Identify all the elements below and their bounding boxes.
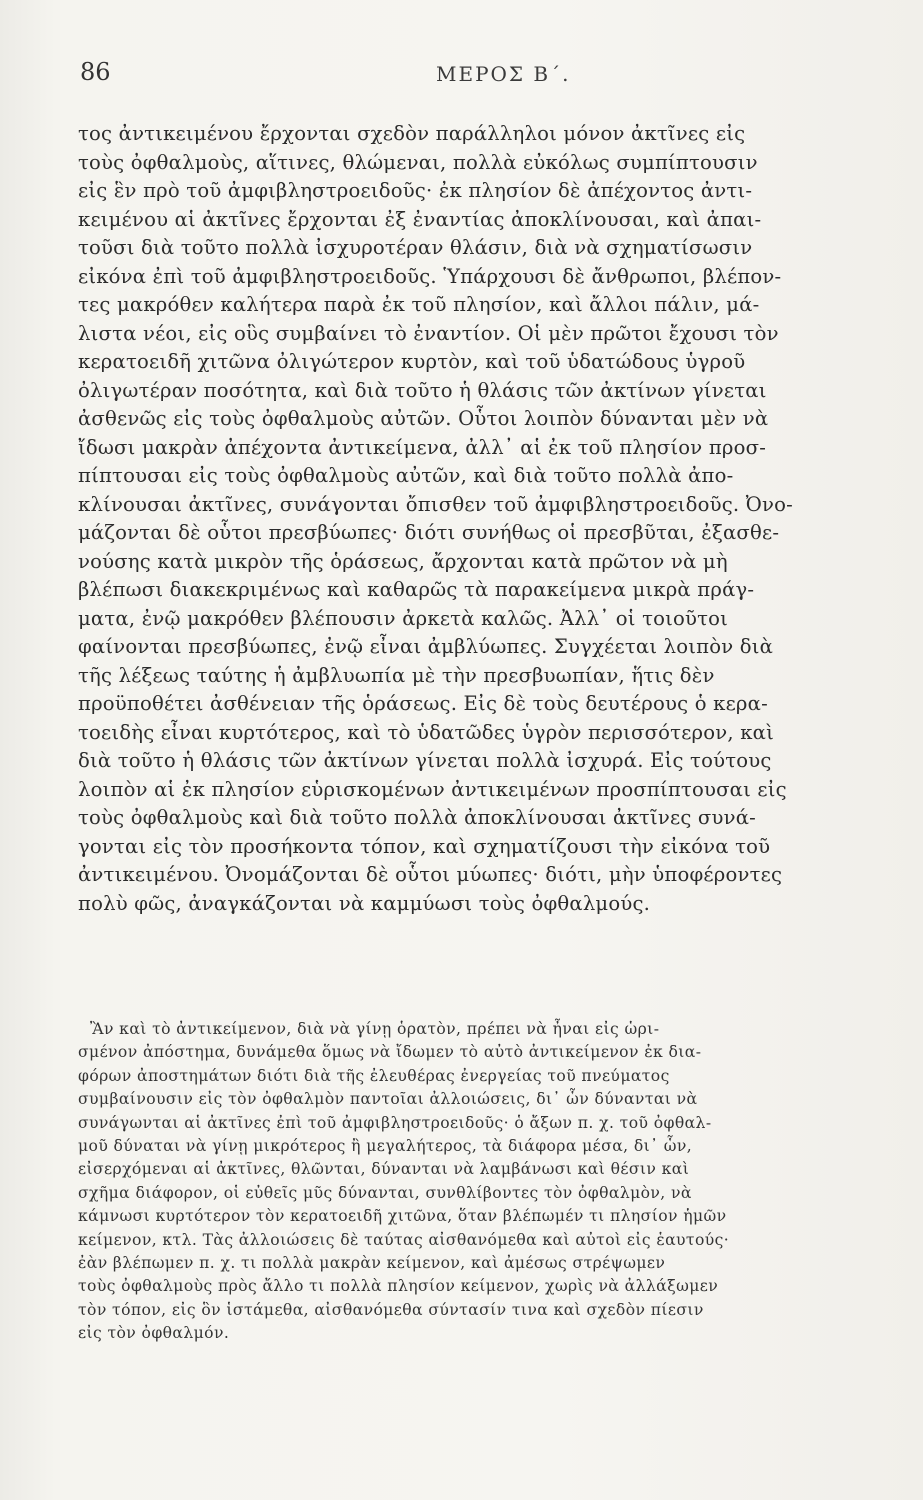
- footnote-line: τοὺς ὀφθαλμοὺς πρὸς ἄλλο τι πολλὰ πλησίον κείμενον, χωρὶς νὰ ἀλλάξωμεν: [78, 1277, 719, 1296]
- footnote-line: κάμνωσι κυρτότερον τὸν κερατοειδῆ χιτῶνα, ὅταν βλέπωμέν τι πλησίον ἡμῶν: [78, 1207, 727, 1226]
- footnote-line: κείμενον, κτλ. Τὰς ἀλλοιώσεις δὲ ταύτας αἰσθανόμεθα καὶ αὐτοὶ εἰς ἑαυτούς·: [78, 1230, 730, 1249]
- footnote-line: φόρων ἀποστημάτων διότι διὰ τῆς ἐλευθέρας ἐνεργείας τοῦ πνεύματος: [78, 1066, 670, 1085]
- footnote-line: ἐὰν βλέπωμεν π. χ. τι πολλὰ μακρὰν κείμενον, καὶ ἀμέσως στρέψωμεν: [78, 1253, 666, 1272]
- footnote-line: εἰς τὸν ὀφθαλμόν.: [78, 1324, 230, 1343]
- text-line: κλίνουσαι ἀκτῖνες, συνάγονται ὄπισθεν τοῦ ἀμφιβληστροειδοῦς. Ὀνο-: [78, 492, 793, 516]
- text-line: βλέπωσι διακεκριμένως καὶ καθαρῶς τὰ παρακείμενα μικρὰ πράγ-: [78, 578, 755, 601]
- running-head: ΜΕΡΟΣ Β΄.: [436, 62, 571, 86]
- text-line: λιστα νέοι, εἰς οὓς συμβαίνει τὸ ἐναντίον. Οἱ μὲν πρῶτοι ἔχουσι τὸν: [78, 321, 779, 345]
- text-line: γονται εἰς τὸν προσήκοντα τόπον, καὶ σχηματίζουσι τὴν εἰκόνα τοῦ: [78, 834, 771, 858]
- footnote-line: μοῦ δύναται νὰ γίνῃ μικρότερος ἢ μεγαλήτερος, τὰ διάφορα μέσα, δι᾽ ὧν,: [78, 1136, 693, 1155]
- text-line: τοὺς ὀφθαλμοὺς, αἵτινες, θλώμεναι, πολλὰ εὐκόλως συμπίπτουσιν: [78, 150, 758, 174]
- text-line: πολὺ φῶς, ἀναγκάζονται νὰ καμμύωσι τοὺς ὀφθαλμούς.: [78, 891, 651, 915]
- text-line: εἰς ἓν πρὸ τοῦ ἀμφιβληστροειδοῦς· ἐκ πλησίον δὲ ἀπέχοντος ἀντι-: [78, 179, 753, 202]
- text-line: τοὺς ὀφθαλμοὺς καὶ διὰ τοῦτο πολλὰ ἀποκλίνουσαι ἀκτῖνες συνά-: [78, 806, 756, 829]
- footnote: [78, 1018, 823, 1345]
- text-line: φαίνονται πρεσβύωπες, ἐνῷ εἶναι ἀμβλύωπες. Συγχέεται λοιπὸν διὰ: [78, 635, 774, 658]
- footnote-line: σμένον ἀπόστημα, δυνάμεθα ὅμως νὰ ἴδωμεν τὸ αὐτὸ ἀντικείμενον ἐκ δια-: [78, 1043, 702, 1062]
- text-line: νούσης κατὰ μικρὸν τῆς ὁράσεως, ἄρχονται κατὰ πρῶτον νὰ μὴ: [78, 549, 728, 573]
- text-line: πίπτουσαι εἰς τοὺς ὀφθαλμοὺς αὐτῶν, καὶ διὰ τοῦτο πολλὰ ἀπο-: [78, 464, 734, 487]
- text-line: λοιπὸν αἱ ἐκ πλησίον εὑρισκομένων ἀντικειμένων προσπίπτουσαι εἰς: [78, 777, 787, 801]
- text-line: τος ἀντικειμένου ἔρχονται σχεδὸν παράλληλοι μόνον ἀκτῖνες εἰς: [78, 122, 746, 145]
- page-number: 86: [80, 58, 111, 86]
- footnote-line: συνάγωνται αἱ ἀκτῖνες ἐπὶ τοῦ ἀμφιβληστροειδοῦς· ὁ ἄξων π. χ. τοῦ ὀφθαλ-: [78, 1113, 712, 1132]
- text-line: προϋποθέτει ἀσθένειαν τῆς ὁράσεως. Εἰς δὲ τοὺς δευτέρους ὁ κερα-: [78, 692, 768, 715]
- main-text: [78, 120, 823, 918]
- text-line: μάζονται δὲ οὗτοι πρεσβύωπες· διότι συνήθως οἱ πρεσβῦται, ἐξασθε-: [78, 521, 780, 544]
- footnote-line: τὸν τόπον, εἰς ὃν ἱστάμεθα, αἰσθανόμεθα σύντασίν τινα καὶ σχεδὸν πίεσιν: [78, 1300, 704, 1319]
- text-line: ὀλιγωτέραν ποσότητα, καὶ διὰ τοῦτο ἡ θλάσις τῶν ἀκτίνων γίνεται: [78, 378, 767, 402]
- text-line: ματα, ἐνῷ μακρόθεν βλέπουσιν ἀρκετὰ καλῶς. Ἀλλ᾽ οἱ τοιοῦτοι: [78, 606, 729, 630]
- text-line: κειμένου αἱ ἀκτῖνες ἔρχονται ἐξ ἐναντίας ἀποκλίνουσαι, καὶ ἀπαι-: [78, 207, 762, 231]
- footnote-line: συμβαίνουσιν εἰς τὸν ὀφθαλμὸν παντοῖαι ἀλλοιώσεις, δι᾽ ὧν δύνανται νὰ: [78, 1090, 698, 1109]
- text-line: τοῦσι διὰ τοῦτο πολλὰ ἰσχυροτέραν θλάσιν, διὰ νὰ σχηματίσωσιν: [78, 236, 753, 259]
- text-line: τοειδὴς εἶναι κυρτότερος, καὶ τὸ ὑδατῶδες ὑγρὸν περισσότερον, καὶ: [78, 720, 774, 744]
- text-line: κερατοειδῆ χιτῶνα ὀλιγώτερον κυρτὸν, καὶ τοῦ ὑδατώδους ὑγροῦ: [78, 350, 746, 373]
- text-line: διὰ τοῦτο ἡ θλάσις τῶν ἀκτίνων γίνεται πολλὰ ἰσχυρά. Εἰς τούτους: [78, 749, 772, 772]
- text-line: ἀσθενῶς εἰς τοὺς ὀφθαλμοὺς αὐτῶν. Οὗτοι λοιπὸν δύνανται μὲν νὰ: [78, 407, 769, 430]
- footnote-line: σχῆμα διάφορον, οἱ εὐθεῖς μῦς δύνανται, συνθλίβοντες τὸν ὀφθαλμὸν, νὰ: [78, 1183, 692, 1202]
- footnote-line: εἰσερχόμεναι αἱ ἀκτῖνες, θλῶνται, δύνανται νὰ λαμβάνωσι καὶ θέσιν καὶ: [78, 1160, 690, 1179]
- text-line: τες μακρόθεν καλήτερα παρὰ ἐκ τοῦ πλησίον, καὶ ἄλλοι πάλιν, μά-: [78, 293, 760, 316]
- text-line: εἰκόνα ἐπὶ τοῦ ἀμφιβληστροειδοῦς. Ὑπάρχουσι δὲ ἄνθρωποι, βλέπον-: [78, 264, 782, 288]
- footnote-line: Ἂν καὶ τὸ ἀντικείμενον, διὰ νὰ γίνῃ ὁρατὸν, πρέπει νὰ ἦναι εἰς ὡρι-: [90, 1020, 660, 1038]
- text-line: ἴδωσι μακρὰν ἀπέχοντα ἀντικείμενα, ἀλλ᾽ αἱ ἐκ τοῦ πλησίον προσ-: [78, 435, 767, 459]
- text-line: ἀντικειμένου. Ὀνομάζονται δὲ οὗτοι μύωπες· διότι, μὴν ὑποφέροντες: [78, 863, 783, 886]
- text-line: τῆς λέξεως ταύτης ἡ ἀμβλυωπία μὲ τὴν πρεσβυωπίαν, ἥτις δὲν: [78, 663, 715, 687]
- page-header: [80, 58, 840, 98]
